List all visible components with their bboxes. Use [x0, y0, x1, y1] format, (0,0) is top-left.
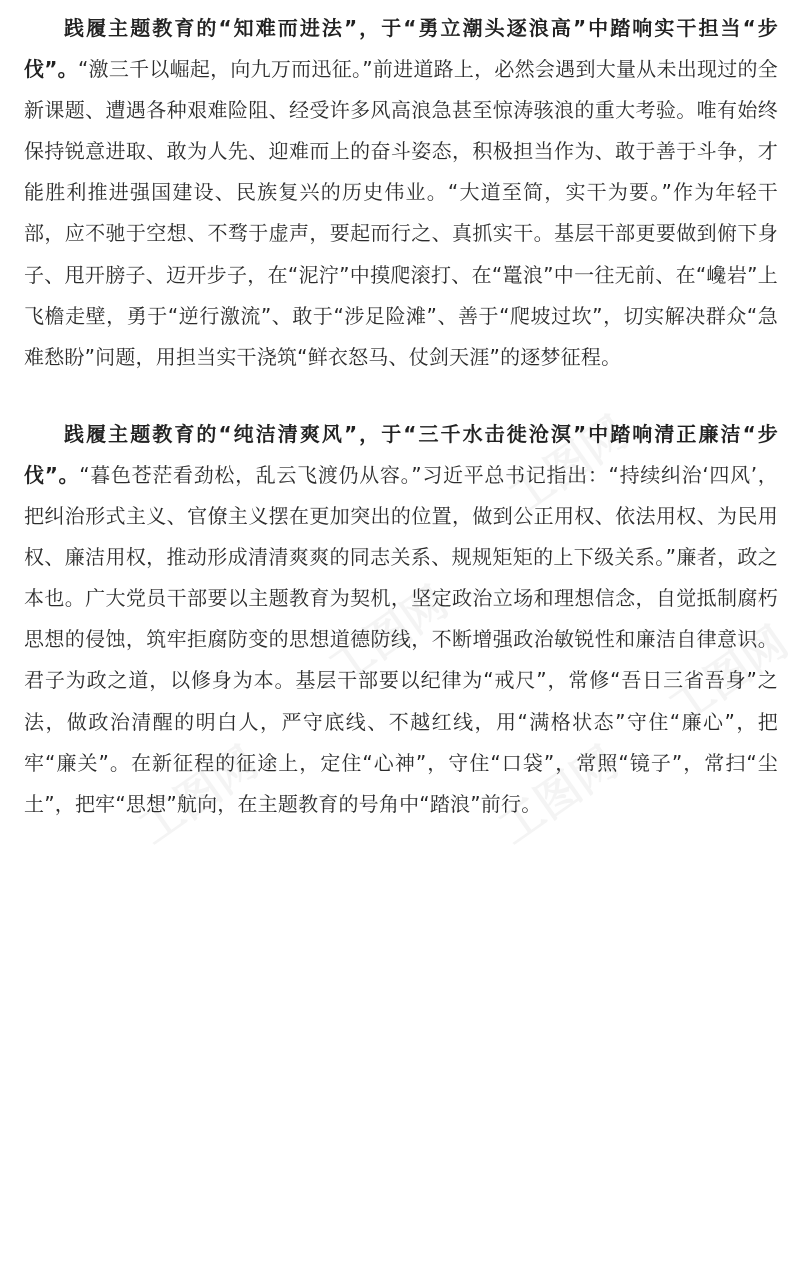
paragraph-1	[24, 8, 778, 378]
watermark: 工图网	[659, 616, 798, 735]
paragraph-2	[24, 414, 778, 825]
watermark: 工图网	[489, 736, 628, 855]
paragraph-lead: 践履主题教育的“知难而进法”，于“勇立潮头逐浪高”中踏响实干担当“步伐”。	[24, 16, 778, 82]
paragraph-lead: 践履主题教育的“纯洁清爽风”，于“三千水击徙沧溟”中踏响清正廉洁“步伐”。	[24, 421, 778, 487]
paragraph-text: “激三千以崛起，向九万而迅征。”前进道路上，必然会遇到大量从未出现过的全新课题、遭遇各种艰难险阻、经受许多风高浪急甚至惊涛骇浪的重大考验。唯有始终保持锐意进取、敢为人先、迎难而上的奋斗姿态，积极担当作为、敢于善于斗争，才能胜利推进强国建设、民族复兴的历史伟业。“大道至简，实干为要。”作为年轻干部，应不驰于空想、不骛于虚声，要起而行之、真抓实干。基层干部更要做到俯下身子、甩开膀子、迈开步子，在“泥泞”中摸爬滚打、在“鼍浪”中一往无前、在“巉岩”上飞檐走壁，勇于“逆行激流”、敢于“涉足险滩”、善于“爬坡过坎”，切实解决群众“急难愁盼”问题，用担当实干浇筑“鲜衣怒马、仗剑天涯”的逐梦征程。	[24, 57, 778, 369]
watermark: 工图网	[319, 576, 458, 695]
article-body	[24, 8, 778, 825]
paragraph-text: “暮色苍茫看劲松，乱云飞渡仍从容。”习近平总书记指出：“持续纠治‘四风’，把纠治形式主义、官僚主义摆在更加突出的位置，做到公正用权、依法用权、为民用权、廉洁用权，推动形成清清爽爽的同志关系、规规矩矩的上下级关系。”廉者，政之本也。广大党员干部要以主题教育为契机，坚定政治立场和理想信念，自觉抵制腐朽思想的侵蚀，筑牢拒腐防变的思想道德防线，不断增强政治敏锐性和廉洁自律意识。君子为政之道，以修身为本。基层干部要以纪律为“戒尺”，常修“吾日三省吾身”之法，做政治清醒的明白人，严守底线、不越红线，用“满格状态”守住“廉心”，把牢“廉关”。在新征程的征途上，定住“心神”，守住“口袋”，常照“镜子”，常扫“尘土”，把牢“思想”航向，在主题教育的号角中“踏浪”前行。	[24, 462, 778, 816]
watermark: 工图网	[499, 406, 638, 525]
watermark: 工图网	[129, 736, 268, 855]
